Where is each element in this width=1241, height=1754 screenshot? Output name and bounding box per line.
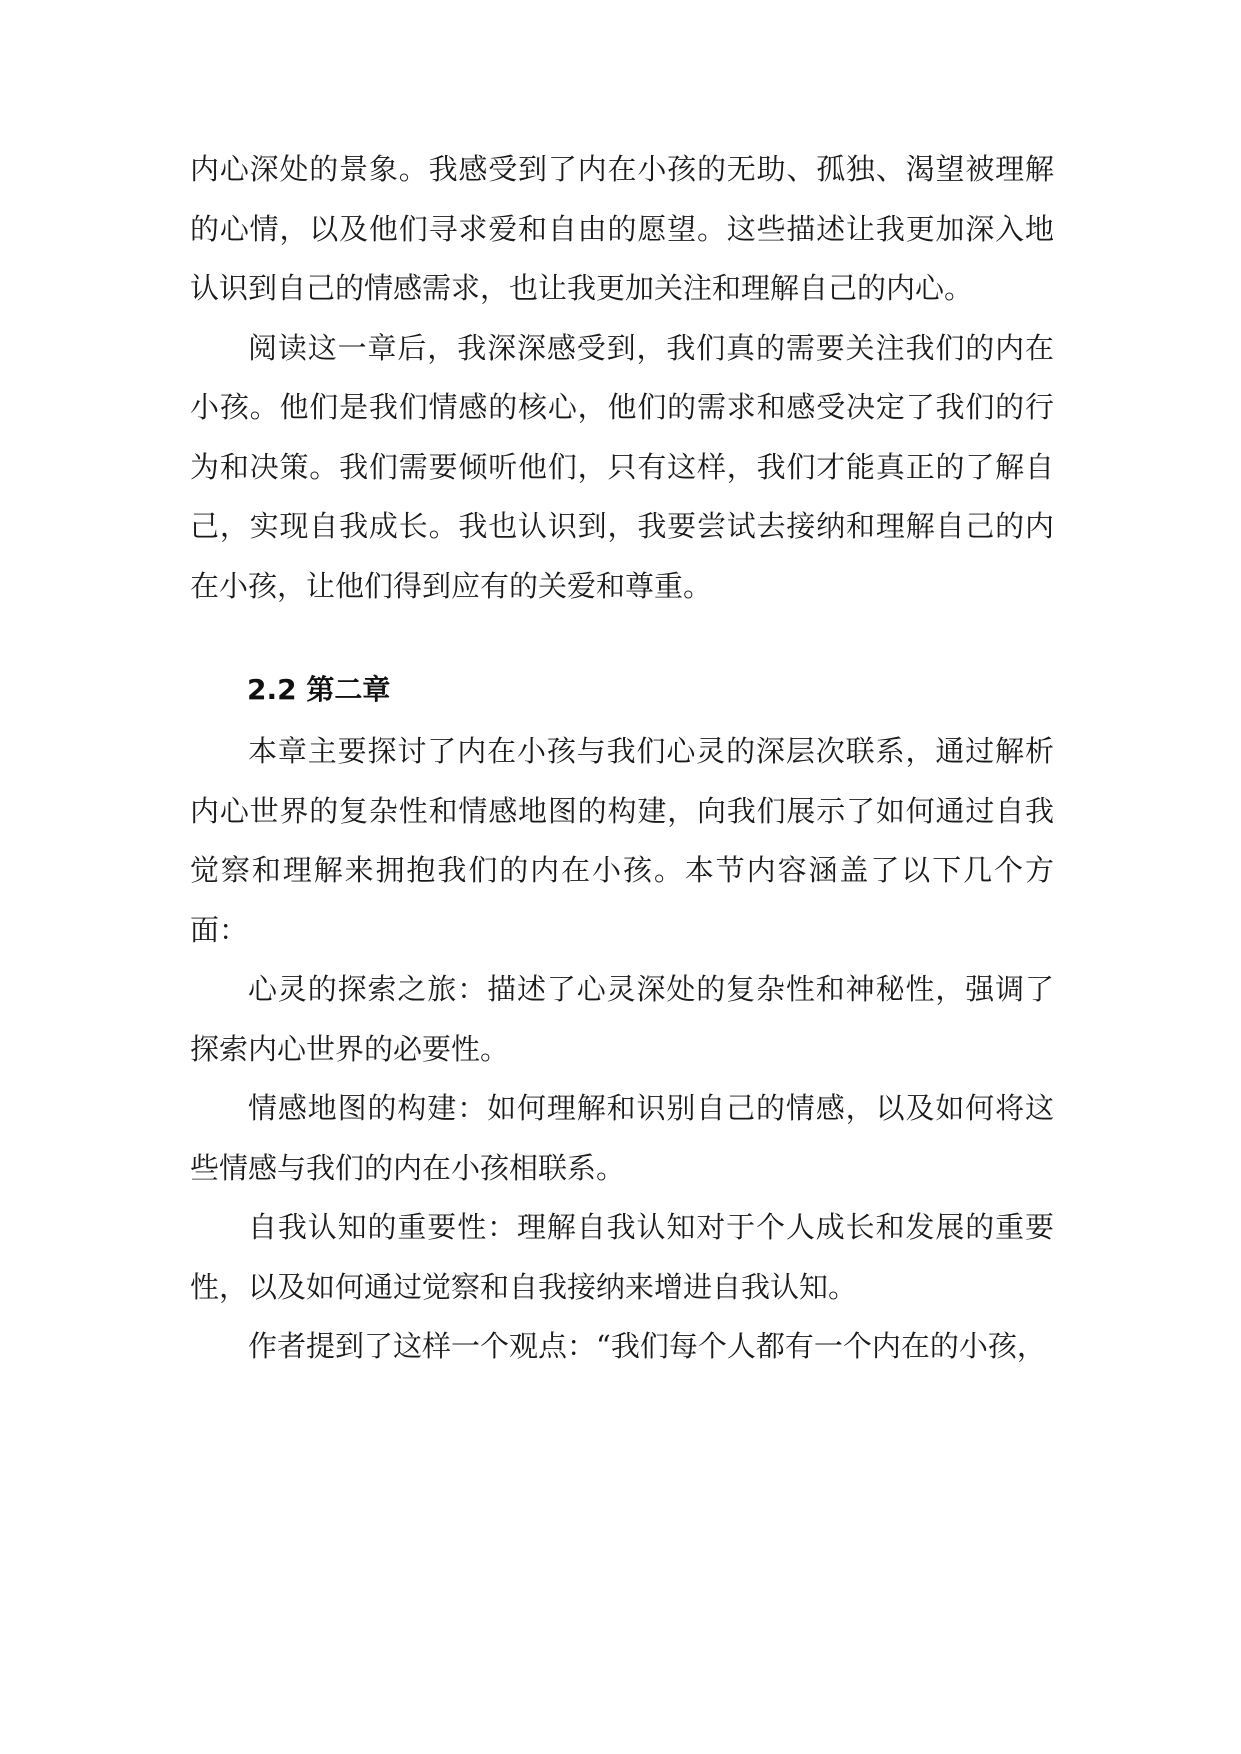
paragraph-point-self-awareness: 自我认知的重要性：理解自我认知对于个人成长和发展的重要性，以及如何通过觉察和自我接纳来增进自我认知。 <box>190 1210 1054 1304</box>
paragraph-author-quote: 作者提到了这样一个观点：“我们每个人都有一个内在的小孩， <box>248 1329 1046 1363</box>
paragraph-reflection: 阅读这一章后，我深深感受到，我们真的需要关注我们的内在小孩。他们是我们情感的核心，他们的需求和感受决定了我们的行为和决策。我们需要倾听他们，只有这样，我们才能真正的了解自己，实现自我成长。我也认识到，我要尝试去接纳和理解自己的内在小孩，让他们得到应有的关爱和尊重。 <box>190 330 1054 603</box>
paragraph-point-emotion-map: 情感地图的构建：如何理解和识别自己的情感，以及如何将这些情感与我们的内在小孩相联系。 <box>190 1091 1054 1185</box>
page-content <box>190 140 1054 1377</box>
paragraph-point-exploration: 心灵的探索之旅：描述了心灵深处的复杂性和神秘性，强调了探索内心世界的必要性。 <box>190 972 1054 1066</box>
paragraph-continued: 内心深处的景象。我感受到了内在小孩的无助、孤独、渴望被理解的心情，以及他们寻求爱和自由的愿望。这些描述让我更加深入地认识到自己的情感需求，也让我更加关注和理解自己的内心。 <box>190 152 1054 305</box>
paragraph-chapter-summary: 本章主要探讨了内在小孩与我们心灵的深层次联系，通过解析内心世界的复杂性和情感地图的构建，向我们展示了如何通过自我觉察和理解来拥抱我们的内在小孩。本节内容涵盖了以下几个方面： <box>190 734 1054 947</box>
section-heading: 2.2 第二章 <box>247 673 391 706</box>
